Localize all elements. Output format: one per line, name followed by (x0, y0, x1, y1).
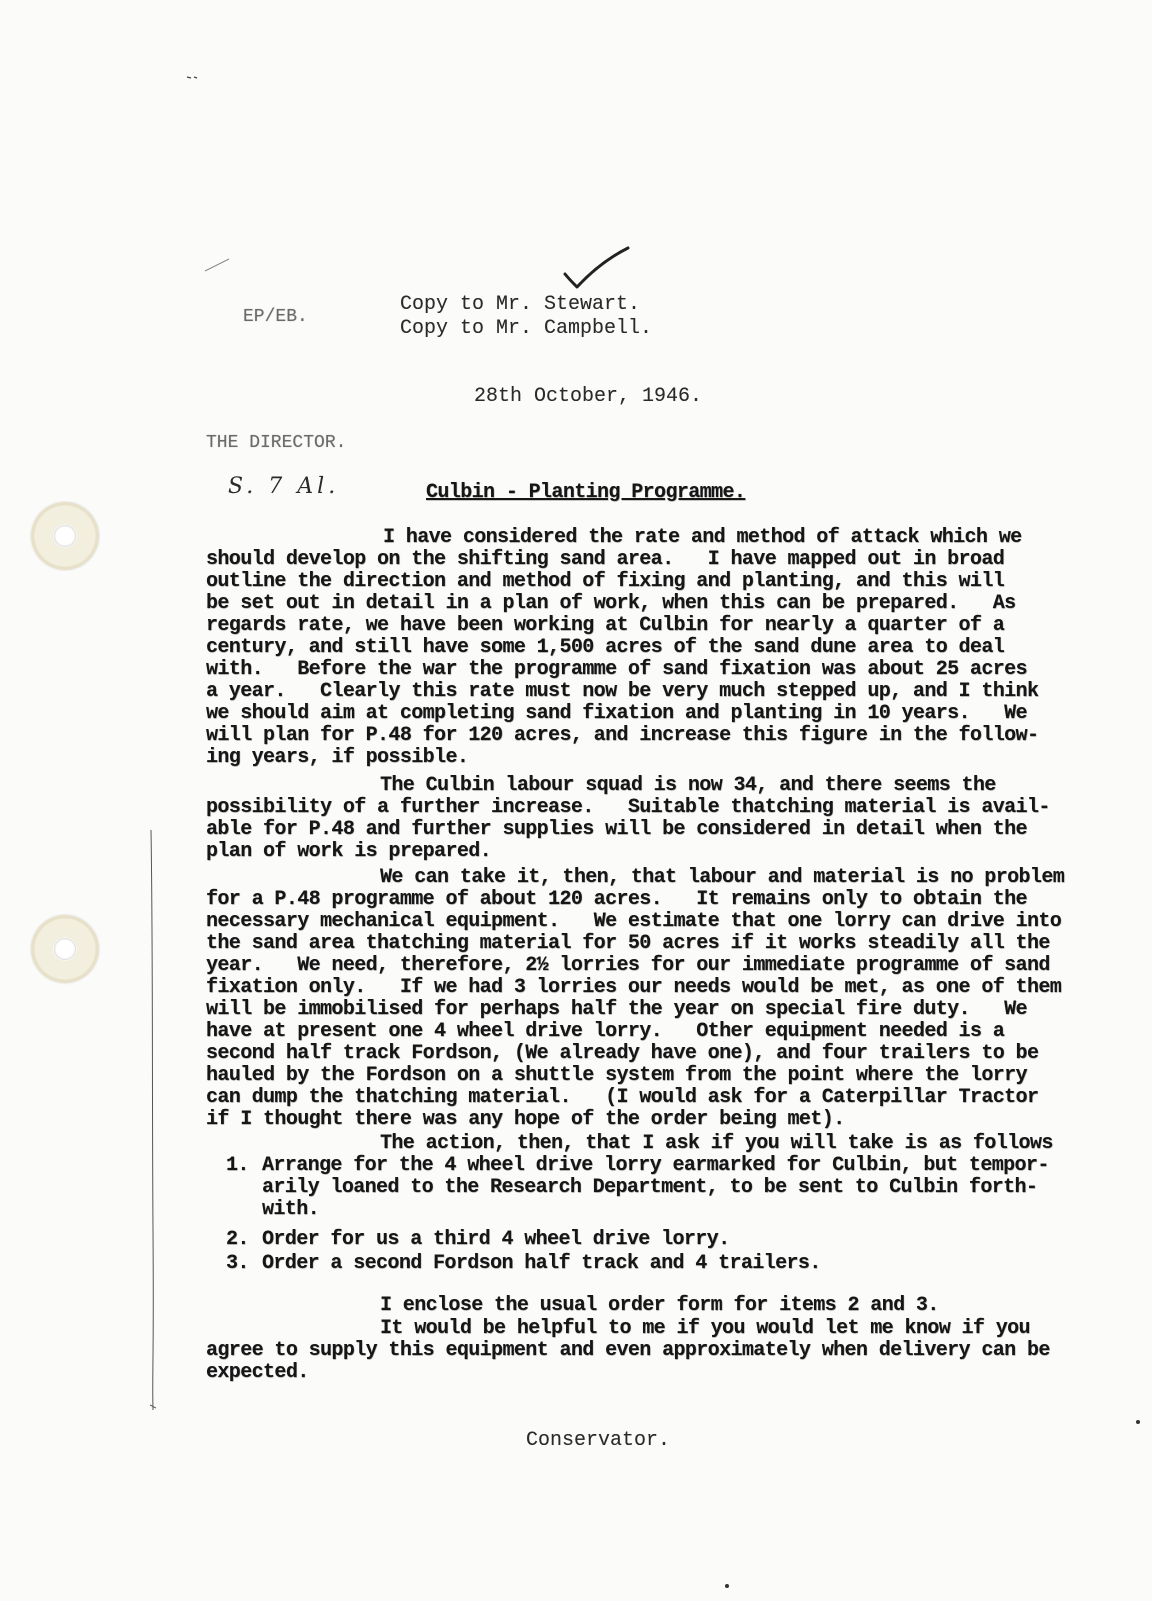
action-number: 2. (226, 1228, 249, 1251)
closing-line: I enclose the usual order form for items 2 and 3. (380, 1294, 939, 1317)
body-line: The Culbin labour squad is now 34, and there seems the (380, 774, 996, 797)
punch-hole-bottom (31, 915, 99, 983)
page-speck (725, 1584, 729, 1588)
margin-fold-line (150, 830, 156, 1410)
body-line: fixation only. If we had 3 lorries our needs would be met, as one of them (206, 976, 1062, 999)
body-line: I have considered the rate and method of attack which we (383, 526, 1022, 549)
copy-line-1: Copy to Mr. Stewart. (400, 293, 641, 316)
reference-code: EP/EB. (243, 307, 308, 327)
body-line: if I thought there was any hope of the order being met). (206, 1108, 845, 1131)
edge-dot-mark (186, 74, 198, 80)
closing-line: expected. (206, 1361, 309, 1384)
action-text: Order a second Fordson half track and 4 trailers. (262, 1252, 821, 1275)
body-line: able for P.48 and further supplies will be considered in detail when the (206, 818, 1027, 841)
body-line: we should aim at completing sand fixation and planting in 10 years. We (206, 702, 1027, 725)
action-text: Arrange for the 4 wheel drive lorry earmarked for Culbin, but tempor- (262, 1154, 1049, 1177)
body-line: second half track Fordson, (We already have one), and four trailers to be (206, 1042, 1039, 1065)
page-speck (1136, 1420, 1140, 1424)
body-line: possibility of a further increase. Suitable thatching material is avail- (206, 796, 1050, 819)
body-line: necessary mechanical equipment. We estimate that one lorry can drive into (206, 910, 1062, 933)
signature-title: Conservator. (526, 1429, 671, 1452)
pencil-mark (204, 258, 230, 272)
body-line: We can take it, then, that labour and material is no problem (380, 866, 1065, 889)
action-text: Order for us a third 4 wheel drive lorry. (262, 1228, 730, 1251)
body-line: year. We need, therefore, 2½ lorries for our immediate programme of sand (206, 954, 1050, 977)
body-line: outline the direction and method of fixing and planting, and this will (206, 570, 1005, 593)
punch-hole-top (31, 502, 99, 570)
check-mark-icon (562, 246, 632, 290)
body-line: will be immobilised for perhaps half the year on special fire duty. We (206, 998, 1027, 1021)
body-line: have at present one 4 wheel drive lorry. Other equipment needed is a (206, 1020, 1005, 1043)
body-line: hauled by the Fordson on a shuttle system from the point where the lorry (206, 1064, 1027, 1087)
body-line: The action, then, that I ask if you will take is as follows (380, 1132, 1053, 1155)
letter-date: 28th October, 1946. (474, 385, 703, 408)
body-line: a year. Clearly this rate must now be very much stepped up, and I think (206, 680, 1039, 703)
copy-line-2: Copy to Mr. Campbell. (400, 317, 653, 340)
action-text: with. (262, 1198, 320, 1221)
handwritten-file-note: S. 7 Al. (228, 474, 340, 499)
action-text: arily loaned to the Research Department, to be sent to Culbin forth- (262, 1176, 1038, 1199)
body-line: century, and still have some 1,500 acres of the sand dune area to deal (206, 636, 1005, 659)
addressee: THE DIRECTOR. (206, 433, 347, 453)
body-line: be set out in detail in a plan of work, when this can be prepared. As (206, 592, 1016, 615)
body-line: should develop on the shifting sand area. I have mapped out in broad (206, 548, 1005, 571)
subject-heading: Culbin - Planting Programme. (426, 481, 746, 504)
action-number: 1. (226, 1154, 249, 1177)
action-number: 3. (226, 1252, 249, 1275)
body-line: can dump the thatching material. (I would ask for a Caterpillar Tractor (206, 1086, 1039, 1109)
body-line: the sand area thatching material for 50 acres if it works steadily all the (206, 932, 1050, 955)
body-line: plan of work is prepared. (206, 840, 492, 863)
body-line: with. Before the war the programme of sand fixation was about 25 acres (206, 658, 1027, 681)
body-line: regards rate, we have been working at Culbin for nearly a quarter of a (206, 614, 1005, 637)
body-line: ing years, if possible. (206, 746, 469, 769)
body-line: will plan for P.48 for 120 acres, and increase this figure in the follow- (206, 724, 1039, 747)
body-line: for a P.48 programme of about 120 acres. It remains only to obtain the (206, 888, 1027, 911)
closing-line: It would be helpful to me if you would let me know if you (380, 1317, 1030, 1340)
closing-line: agree to supply this equipment and even approximately when delivery can be (206, 1339, 1050, 1362)
